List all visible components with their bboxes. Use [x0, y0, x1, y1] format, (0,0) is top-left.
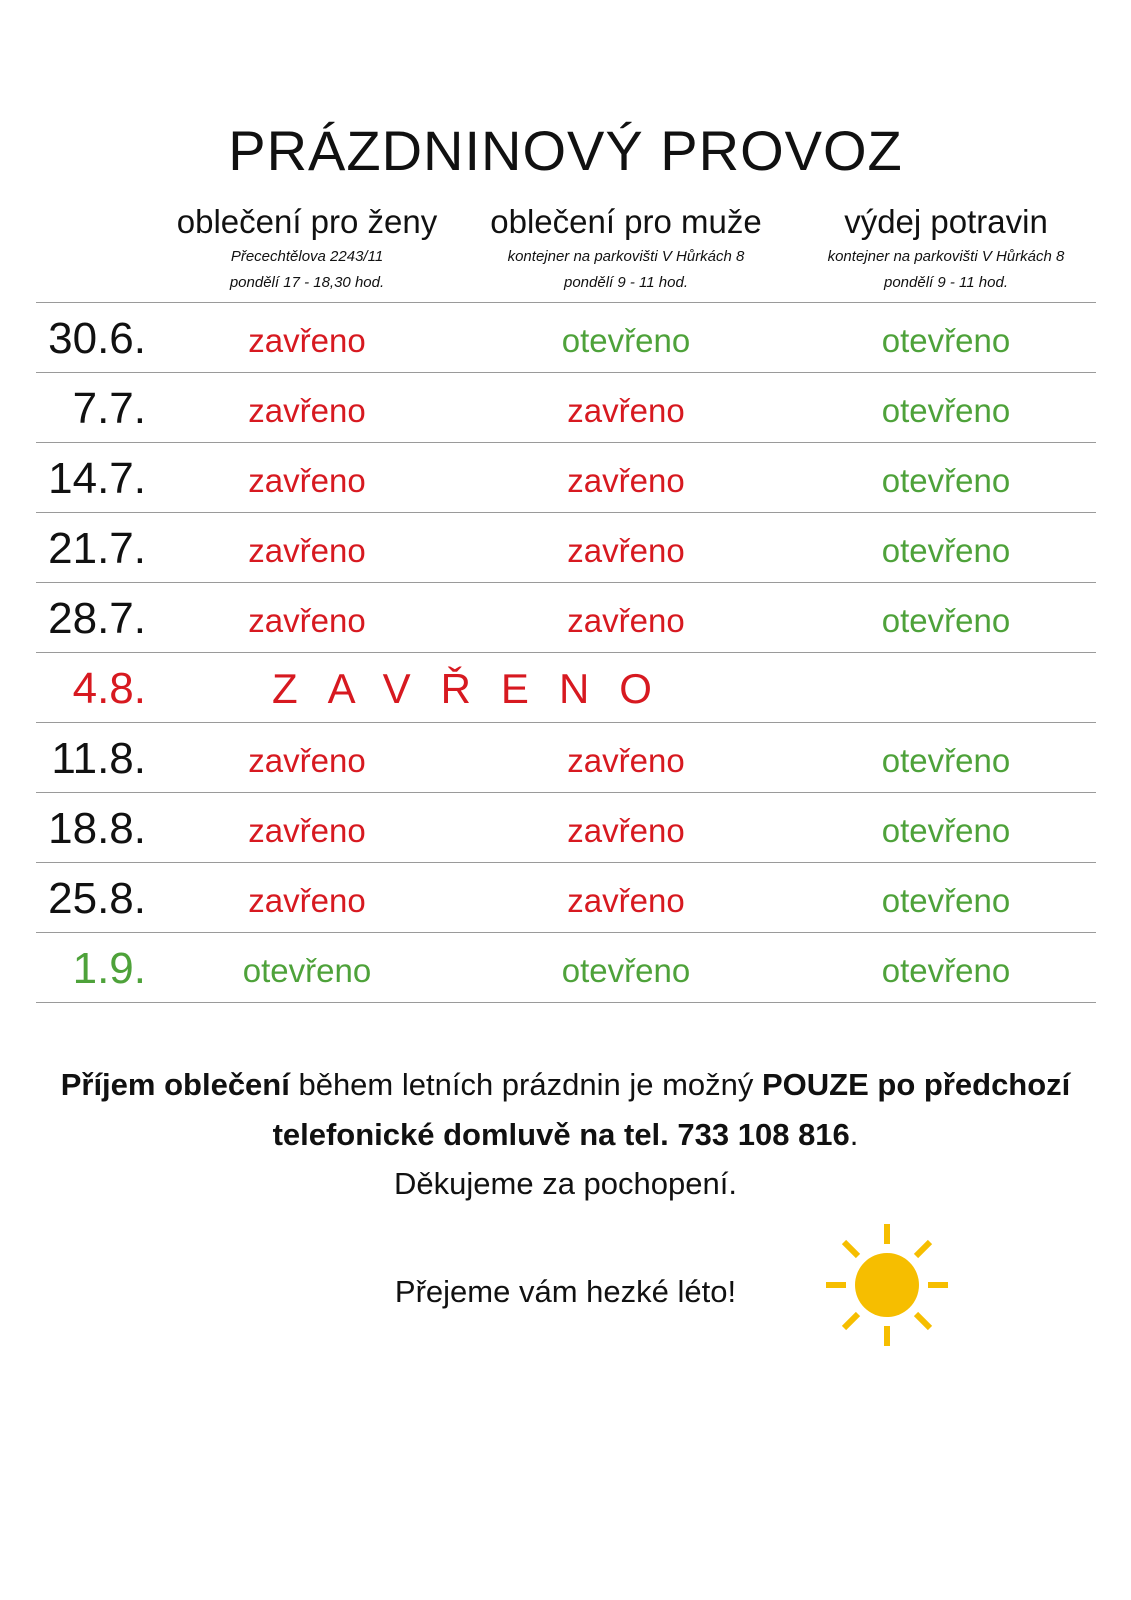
column-place: kontejner na parkovišti V Hůrkách 8 [507, 248, 745, 265]
status-men: zavřeno [567, 462, 685, 499]
status-food: otevřeno [881, 462, 1011, 499]
table-row [36, 443, 1096, 513]
status-men: otevřeno [561, 952, 691, 989]
status-women: otevřeno [242, 952, 372, 989]
status-men: zavřeno [567, 602, 685, 639]
status-food: otevřeno [881, 602, 1011, 639]
page-title: PRÁZDNINOVÝ PROVOZ [228, 119, 903, 182]
status-men: zavřeno [567, 392, 685, 429]
status-women: zavřeno [248, 392, 366, 429]
status-food: otevřeno [881, 322, 1011, 359]
status-food: otevřeno [881, 812, 1011, 849]
status-men: zavřeno [567, 882, 685, 919]
column-header-women [147, 200, 467, 296]
status-food: otevřeno [881, 882, 1011, 919]
row-date: 25.8. [48, 874, 146, 923]
note-period: . [849, 1117, 859, 1152]
row-date: 4.8. [72, 664, 146, 713]
column-hours: pondělí 9 - 11 hod. [564, 274, 688, 291]
status-women: zavřeno [248, 812, 366, 849]
table-row [36, 303, 1096, 373]
status-food: otevřeno [881, 952, 1011, 989]
status-women: zavřeno [248, 742, 366, 779]
status-food: otevřeno [881, 742, 1011, 779]
schedule-table [36, 302, 1096, 1003]
column-hours: pondělí 17 - 18,30 hod. [229, 274, 385, 291]
row-date: 21.7. [48, 524, 146, 573]
status-women: zavřeno [248, 532, 366, 569]
table-row-open-all [36, 933, 1096, 1003]
sun-icon [822, 1220, 952, 1350]
column-place: Přecechtělova 2243/11 [230, 248, 384, 265]
wish-text: Přejeme vám hezké léto! [394, 1274, 737, 1309]
table-row [36, 863, 1096, 933]
status-women: zavřeno [248, 882, 366, 919]
status-men: zavřeno [567, 532, 685, 569]
column-header-men [466, 200, 786, 296]
status-women: zavřeno [248, 322, 366, 359]
row-date: 11.8. [51, 734, 146, 783]
table-row-closed-all [36, 653, 1096, 723]
row-date: 1.9. [72, 944, 146, 993]
column-name: oblečení pro muže [490, 203, 762, 240]
status-food: otevřeno [881, 392, 1011, 429]
table-row [36, 513, 1096, 583]
table-row [36, 373, 1096, 443]
status-men: zavřeno [567, 742, 685, 779]
column-place: kontejner na parkovišti V Hůrkách 8 [827, 248, 1065, 265]
row-date: 18.8. [48, 804, 146, 853]
row-date: 14.7. [48, 454, 146, 503]
status-men: zavřeno [567, 812, 685, 849]
status-men: otevřeno [561, 322, 691, 359]
column-name: výdej potravin [844, 203, 1048, 240]
row-date: 7.7. [72, 384, 146, 433]
table-row [36, 583, 1096, 653]
column-hours: pondělí 9 - 11 hod. [884, 274, 1008, 291]
table-row [36, 793, 1096, 863]
table-row [36, 723, 1096, 793]
status-women: zavřeno [248, 462, 366, 499]
thanks-text: Děkujeme za pochopení. [394, 1166, 737, 1201]
column-name: oblečení pro ženy [176, 203, 438, 240]
status-women: zavřeno [248, 602, 366, 639]
info-note [60, 1060, 1071, 1160]
status-all-closed: ZAVŘENO [272, 665, 682, 712]
status-food: otevřeno [881, 532, 1011, 569]
row-date: 28.7. [48, 594, 146, 643]
note-text: během letních prázdnin je možný [289, 1067, 762, 1102]
note-bold-start: Příjem oblečení [60, 1067, 290, 1102]
column-header-food [786, 200, 1106, 296]
note-bold-phone: POUZE po předchozí telefonické domluvě na tel. 733 108 816 [272, 1067, 1071, 1152]
row-date: 30.6. [48, 314, 146, 363]
